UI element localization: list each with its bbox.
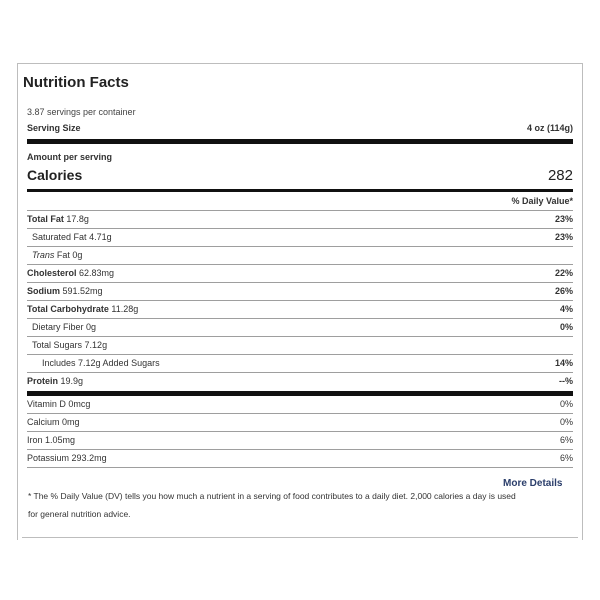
nutrient-row-trans-fat <box>27 246 573 264</box>
vitamin-amount: 1.05mg <box>45 435 76 445</box>
nutrient-label: Cholesterol <box>27 268 77 278</box>
nutrient-amount: 0g <box>72 250 83 260</box>
nutrient-dv: 0% <box>559 322 573 332</box>
vitamins-bottom-divider <box>27 467 573 468</box>
calories-value: 282 <box>547 166 573 184</box>
vitamin-dv: 0% <box>559 399 573 409</box>
nutrition-facts-title: Nutrition Facts <box>23 74 129 91</box>
serving-size-value: 4 oz (114g) <box>526 123 573 133</box>
panel-bottom-border <box>22 537 578 538</box>
calories-row <box>27 165 573 185</box>
thick-divider <box>27 139 573 144</box>
nutrient-dv: 22% <box>554 268 573 278</box>
nutrient-dv: --% <box>559 376 573 386</box>
nutrient-row-added-sugars <box>27 354 573 372</box>
nutrient-row-saturated-fat <box>27 228 573 246</box>
vitamin-dv: 6% <box>559 453 573 463</box>
calories-label: Calories <box>27 167 83 183</box>
nutrient-row-dietary-fiber <box>27 318 573 336</box>
vitamin-amount: 0mg <box>62 417 80 427</box>
nutrition-facts-panel <box>17 63 583 540</box>
nutrient-dv: 23% <box>554 232 573 242</box>
daily-value-footnote: * The % Daily Value (DV) tells you how much a nutrient in a serving of food contributes to a daily diet. 2,000 calories a day is used for general nutrition advice. <box>28 491 516 519</box>
vitamin-label: Iron <box>27 435 43 445</box>
nutrient-amount: 4.71g <box>89 232 112 242</box>
vitamin-dv: 6% <box>559 435 573 445</box>
vitamin-label: Potassium <box>27 453 70 463</box>
nutrient-label: Total Fat <box>27 214 64 224</box>
nutrition-label-body <box>27 104 573 468</box>
vitamin-row-iron <box>27 431 573 449</box>
nutrient-label: Dietary Fiber <box>32 322 84 332</box>
nutrient-dv: 23% <box>554 214 573 224</box>
nutrient-dv: 26% <box>554 286 573 296</box>
vitamin-row-vitamin-d <box>27 396 573 413</box>
nutrient-label: Includes 7.12g Added Sugars <box>42 358 160 368</box>
serving-size-label: Serving Size <box>27 123 81 133</box>
more-details-link[interactable]: More Details <box>503 478 563 489</box>
nutrient-label: Total Carbohydrate <box>27 304 109 314</box>
servings-per-container: 3.87 servings per container <box>27 107 136 117</box>
nutrient-row-total-carbohydrate <box>27 300 573 318</box>
nutrient-amount: 11.28g <box>111 304 139 314</box>
vitamin-row-potassium <box>27 449 573 467</box>
nutrient-amount: 62.83mg <box>79 268 115 278</box>
daily-value-header: % Daily Value* <box>511 196 573 206</box>
vitamin-row-calcium <box>27 413 573 431</box>
nutrient-amount: 591.52mg <box>62 286 103 296</box>
nutrient-label: Saturated Fat <box>32 232 87 242</box>
nutrient-dv: 4% <box>559 304 573 314</box>
nutrient-amount: 17.8g <box>66 214 89 224</box>
nutrient-row-total-fat <box>27 210 573 228</box>
vitamin-label: Vitamin D <box>27 399 66 409</box>
nutrient-label: Sodium <box>27 286 60 296</box>
serving-size-row <box>27 120 573 136</box>
nutrient-row-protein <box>27 372 573 390</box>
nutrient-label: Trans <box>32 250 55 260</box>
nutrient-row-cholesterol <box>27 264 573 282</box>
nutrient-amount: 0g <box>86 322 97 332</box>
vitamins-list <box>27 396 573 468</box>
nutrient-label-suffix: Fat <box>56 250 70 260</box>
nutrient-row-sodium <box>27 282 573 300</box>
nutrient-amount: 19.9g <box>60 376 84 386</box>
vitamin-amount: 0mcg <box>68 399 91 409</box>
vitamin-dv: 0% <box>559 417 573 427</box>
vitamin-label: Calcium <box>27 417 60 427</box>
nutrient-row-total-sugars <box>27 336 573 354</box>
nutrient-label: Total Sugars <box>32 340 83 350</box>
vitamin-amount: 293.2mg <box>71 453 107 463</box>
amount-per-serving: Amount per serving <box>27 152 113 162</box>
nutrient-dv: 14% <box>554 358 573 368</box>
nutrient-label: Protein <box>27 376 59 386</box>
nutrient-amount: 7.12g <box>84 340 108 350</box>
